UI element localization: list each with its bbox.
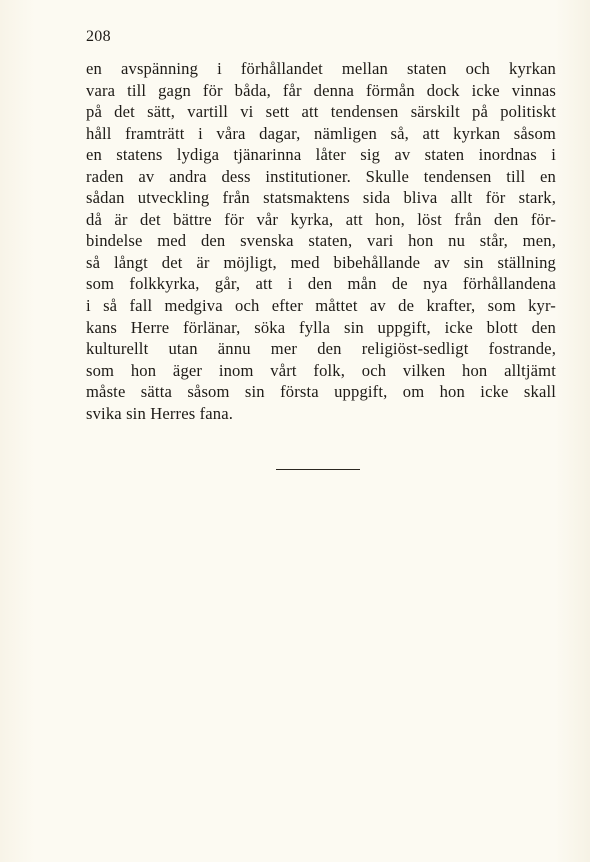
body-text <box>86 58 556 424</box>
text-line: raden av andra dess institutioner. Skulle tendensen till en <box>86 166 556 186</box>
page-number: 208 <box>86 28 111 45</box>
text-line: på det sätt, vartill vi sett att tendensen särskilt på politiskt <box>86 102 556 122</box>
text-line: kulturellt utan ännu mer den religiöst-sedligt fostrande, <box>86 339 556 359</box>
text-line-last: svika sin Herres fana. <box>86 403 234 423</box>
text-line: kans Herre förlänar, söka fylla sin uppgift, icke blott den <box>86 317 556 337</box>
text-line: en statens lydiga tjänarinna låter sig av staten inordnas i <box>86 145 556 165</box>
text-line: så långt det är möjligt, med bibehållande av sin ställning <box>86 252 556 272</box>
text-line: vara till gagn för båda, får denna förmån dock icke vinnas <box>86 80 556 100</box>
text-line: en avspänning i förhållandet mellan staten och kyrkan <box>86 59 556 78</box>
text-line: som hon äger inom vårt folk, och vilken hon alltjämt <box>86 360 556 380</box>
text-line: i så fall medgiva och efter måttet av de krafter, som kyr- <box>86 296 556 316</box>
text-line: sådan utveckling från statsmaktens sida bliva allt för stark, <box>86 188 556 208</box>
text-line: håll framträtt i våra dagar, nämligen så, att kyrkan såsom <box>86 123 556 143</box>
text-line: måste sätta såsom sin första uppgift, om hon icke skall <box>86 382 556 402</box>
text-line: bindelse med den svenska staten, vari hon nu står, men, <box>86 231 556 251</box>
section-divider-rule <box>276 469 360 470</box>
text-line: då är det bättre för vår kyrka, att hon, löst från den för- <box>86 209 556 229</box>
text-line: som folkkyrka, går, att i den mån de nya förhållandena <box>86 274 556 294</box>
